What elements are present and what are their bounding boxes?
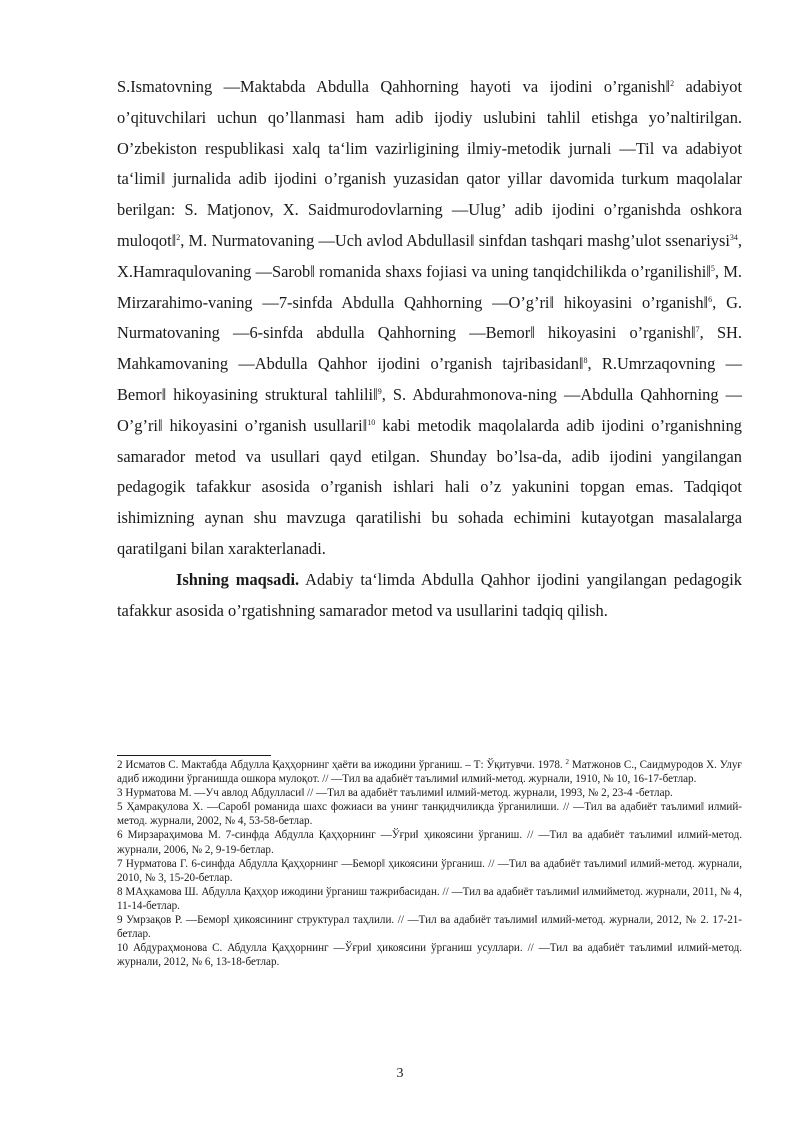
footnote-ref[interactable]: 2 xyxy=(670,79,675,88)
footnote-text: Матжонов С., Саидмуродов Х. Улуғ адиб ижодини ўрганишда ошкора мулоқот. // —Тил ва адабиёт таълими‖ илмий-метод. журнали, 1910, № 10, 16-17-бетлар. xyxy=(117,759,742,786)
paragraph-text: adabiyot o’qituvchilari uchun qo’llanmasi ham adib ijodiy uslubini tahlil etishga yo’naltirilgan. O’zbekiston respublikasi xalq ta‘lim vazirligining ilmiy-metodik jurnali —Til va adabiyot ta‘limi‖ jurnalida adib ijodini o’rganish yuzasidan qator yillar davomida turkum maqolalar berilgan: S. Matjonov, X. Saidmurodovlarning —Ulug’ adib ijodini o’rganishda oshkora muloqot‖ xyxy=(117,77,742,250)
footnote-10: 10 Абдураҳмонова С. Абдулла Қаҳҳорнинг —Ўғри‖ ҳикоясини ўрганиш усуллари. // —Тил ва адабиёт таълими‖ илмий-метод. журнали, 2012, № 6, 13-18-бетлар. xyxy=(117,942,742,969)
footnote-text: 2 Исматов С. Мактабда Абдулла Қаҳҳорнинг ҳаёти ва ижодини ўрганиш. – Т: Ўқитувчи. 1978. xyxy=(117,759,566,771)
footnote-ref[interactable]: 7 xyxy=(695,325,700,335)
paragraph-text: , M. Mirzarahimo-vaning —7-sinfda Abdulla Qahhorning —O’g’ri‖ hikoyasini o’rganish‖ xyxy=(117,261,742,312)
footnote-5: 5 Ҳамрақулова Х. —Сароб‖ романида шахс фожиаси ва унинг танқидчиликда ўрганилиши. // —Тил ва адабиёт таълими‖ илмий-метод. журнали, 2002, № 4, 53-58-бетлар. xyxy=(117,801,742,828)
footnote-3: 3 Нурматова М. —Уч авлод Абдулласи‖ // —Тил ва адабиёт таълими‖ илмий-метод. журнали, 1993, № 2, 23-4 -бетлар. xyxy=(117,787,673,800)
paragraph-text: , G. Nurmatovaning —6-sinfda abdulla Qahhorning —Bemor‖ hikoyasini o’rganish‖ xyxy=(117,292,743,343)
footnotes xyxy=(117,758,742,969)
footnote-ref[interactable]: 34 xyxy=(729,232,738,242)
footnote-9: 9 Умрзақов Р. —Бемор‖ ҳикоясининг структурал таҳлили. // —Тил ва адабиёт таълими‖ илмий-метод. журнали, 2012, № 2. 17-21-бетлар. xyxy=(117,914,742,941)
goal-text: Adabiy ta‘limda Abdulla Qahhor ijodini yangilangan pedagogik tafakkur asosida o’rgatishning samarador metod va usullarini tadqiq qilish. xyxy=(117,569,742,620)
paragraph-text: , R.Umrzaqovning —Bemor‖ hikoyasining struktural tahlili‖ xyxy=(117,354,742,404)
footnote-2 xyxy=(117,758,742,786)
footnote-ref[interactable]: 6 xyxy=(708,294,713,304)
paragraph-goal xyxy=(117,565,742,627)
paragraph-text: kabi metodik maqolalarda adib ijodini o’rganishning samarador metod va usullari qayd etilgan. Shunday bo’lsa-da, adib ijodini yangilangan pedagogik tafakkur asosida o’rganish ishlari hali o’z yakunini topgan emas. Tadqiqot ishimizning aynan shu mavzuga qaratilishi bu sohada echimini kutayotgan masalalarga qaratilgani bilan xarakterlanadi. xyxy=(117,415,742,558)
footnote-separator xyxy=(117,755,271,756)
footnote-ref[interactable]: 2 xyxy=(176,232,181,242)
footnote-ref: 2 xyxy=(565,758,570,766)
footnote-7: 7 Нурматова Г. 6-синфда Абдулла Қаҳҳорнинг —Бемор‖ ҳикоясини ўрганиш. // —Тил ва адабиёт таълими‖ илмий-метод. журнали, 2010, № 3, 15-20-бетлар. xyxy=(117,857,742,884)
paragraph-text: , X.Hamraqulovaning —Sarob‖ romanida shaxs fojiasi va uning tanqidchilikda o’rganilishi‖ xyxy=(117,230,742,281)
footnote-ref[interactable]: 9 xyxy=(377,386,382,396)
paragraph-literature-review xyxy=(117,72,742,565)
paragraph-text: , M. Nurmatovaning —Uch avlod Abdullasi‖ sinfdan tashqari mashg’ulot ssenariysi xyxy=(180,230,730,250)
footnote-ref[interactable]: 10 xyxy=(367,417,376,427)
page-body xyxy=(117,72,742,626)
paragraph-text: , S. Abdurahmonova-ning —Abdulla Qahhorning —O’g’ri‖ hikoyasini o’rganish usullari‖ xyxy=(117,384,742,435)
footnote-ref[interactable]: 8 xyxy=(583,356,588,366)
paragraph-text: , SH. Mahkamovaning —Abdulla Qahhor ijodini o’rganish tajribasidan‖ xyxy=(117,323,742,374)
footnote-ref[interactable]: 5 xyxy=(710,263,715,273)
paragraph-text: S.Ismatovning —Maktabda Abdulla Qahhorning hayoti va ijodini o’rganish‖ xyxy=(117,77,671,96)
goal-heading: Ishning maqsadi. xyxy=(176,569,300,589)
footnote-8: 8 МАҳкамова Ш. Абдулла Қаҳҳор ижодини ўрганиш тажрибасидан. // —Тил ва адабиёт таълими‖ илмийметод. журнали, 2011, № 4, 11-14-бетлар. xyxy=(117,885,742,912)
page-number: 3 xyxy=(396,1066,404,1081)
footnote-6: 6 Мирзараҳимова М. 7-синфда Абдулла Қаҳҳорнинг —Ўғри‖ ҳикоясини ўрганиш. // —Тил ва адабиёт таълими‖ илмий-метод. журнали, 2006, № 2, 9-19-бетлар. xyxy=(117,829,742,856)
